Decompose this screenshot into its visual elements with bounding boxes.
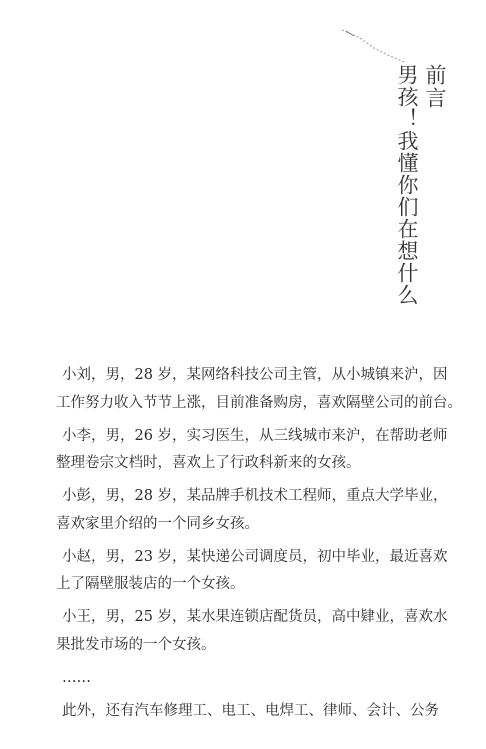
paragraph [56, 544, 462, 599]
paragraph-continuation: 喜欢家里介绍的一个同乡女孩。 [56, 515, 259, 532]
paragraph [56, 483, 462, 538]
paragraph-continuation: 上了隔壁服装店的一个女孩。 [56, 576, 245, 592]
paragraph-continuation: 果批发市场的一个女孩。 [56, 636, 216, 653]
paragraph-first-line: 小赵，男，23 岁，某快递公司调度员，初中毕业，最近喜欢 [62, 548, 448, 565]
paragraph-first-line: 小王，男，25 岁，某水果连锁店配货员，高中肄业，喜欢水 [62, 609, 448, 625]
chapter-title: 男孩！我懂你们在想什么 [395, 64, 419, 306]
paragraph-continuation: 整理卷宗文档时，喜欢上了行政科新来的女孩。 [56, 455, 361, 471]
paragraph [56, 423, 462, 478]
ellipsis: …… [62, 669, 91, 686]
paragraph [56, 362, 462, 417]
paragraph [56, 604, 462, 659]
paragraph-continuation: 工作努力收入节节上涨，目前准备购房，喜欢隔壁公司的前台。 [56, 394, 462, 411]
paragraph-first-line: 小李，男，26 岁，实习医生，从三线城市来沪，在帮助老师 [62, 427, 448, 444]
scan-mark [340, 28, 420, 68]
body-text [56, 362, 462, 731]
paragraph-first-line: 小刘，男，28 岁，某网络科技公司主管，从小城镇来沪，因 [62, 367, 448, 383]
paragraph-first-line: 小彭，男，28 岁，某品牌手机技术工程师，重点大学毕业， [62, 488, 448, 504]
last-line: 此外，还有汽车修理工、电工、电焊工、律师、会计、公务 [62, 702, 439, 719]
chapter-label: 前言 [423, 64, 447, 110]
